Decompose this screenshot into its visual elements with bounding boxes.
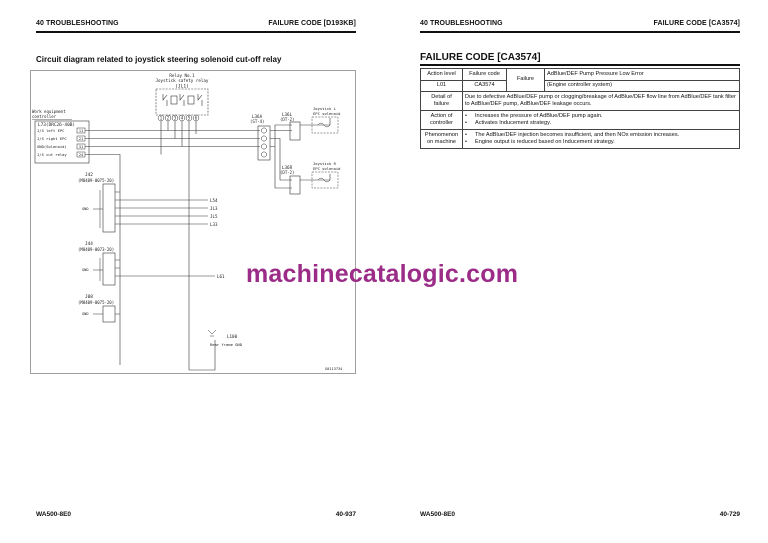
- failure-name: AdBlue/DEF Pump Pressure Low Error: [545, 69, 740, 81]
- joystick-right-label-1: Joystick R: [313, 161, 336, 166]
- controller-signal-left-epc: J/S left EPC: [37, 128, 65, 133]
- controller-title-1: Work equipment: [32, 109, 66, 114]
- j42-label: J42: [85, 173, 93, 178]
- left-footer-model: WA500-8E0: [36, 511, 72, 518]
- l36l-box: [290, 122, 300, 140]
- controller-signal-cut-relay: J/S cut relay: [37, 152, 67, 157]
- controller-pins: [77, 128, 85, 157]
- controller-title-2: controller: [32, 114, 57, 119]
- svg-text:21: 21: [78, 137, 84, 141]
- l36a-sub: (ST-4): [250, 119, 265, 124]
- detail-label: Detail of failure: [421, 92, 463, 111]
- table-row: [421, 80, 740, 92]
- relay-pin-1: 1: [159, 115, 163, 121]
- action-level-value: L01: [421, 80, 463, 92]
- relay-box: [156, 89, 208, 115]
- relay-connector: (JL1): [175, 84, 189, 90]
- j08-gnd: GND: [82, 312, 89, 316]
- action-level-label: Action level: [421, 69, 463, 81]
- watermark: machinecatalogic.com: [246, 260, 519, 288]
- list-item: • Engine output is reduced based on Inducement strategy.: [465, 139, 615, 146]
- phenomenon-cell: [463, 130, 740, 149]
- l36l-label: L36L: [282, 112, 293, 117]
- j44-gnd: GND: [82, 268, 89, 272]
- list-item: • Activates Inducement strategy.: [465, 120, 552, 127]
- circuit-diagram: [30, 70, 356, 374]
- j44-box: [103, 253, 115, 285]
- left-header-failure-code: FAILURE CODE [D193KB]: [268, 20, 356, 27]
- bullet-icon: •: [465, 112, 467, 119]
- j08-label: J08: [85, 295, 93, 300]
- list-item: • Increases the pressure of AdBlue/DEF pump again.: [465, 112, 603, 119]
- svg-text:24: 24: [78, 153, 84, 157]
- j42-sub: (M8409-0075-20): [78, 178, 115, 183]
- bullet-icon: •: [465, 120, 467, 127]
- joystick-right-label-2: EPC solenoid: [313, 166, 341, 171]
- left-header-section: 40 TROUBLESHOOTING: [36, 20, 119, 27]
- table-row: [421, 92, 740, 111]
- svg-text:11: 11: [78, 129, 84, 133]
- failure-code-rule: [420, 64, 740, 66]
- left-header-rule: [36, 31, 356, 33]
- right-footer-model: WA500-8E0: [420, 511, 456, 518]
- list-item: • The AdBlue/DEF injection becomes insufficient, and then NOx emission increases.: [465, 131, 680, 138]
- action-of-controller-cell: [463, 111, 740, 130]
- j42-gnd: GND: [82, 207, 89, 211]
- j42-box: [103, 184, 115, 232]
- action-of-controller-label: Action of controller: [421, 111, 463, 130]
- figure-code: G0113734: [325, 367, 343, 371]
- phenomenon-label: Phenomenon on machine: [421, 130, 463, 149]
- relay-pins: [158, 115, 199, 121]
- failure-code-label: Failure code: [463, 69, 507, 81]
- table-row: [421, 111, 740, 130]
- relay-pin-4: 4: [180, 115, 184, 121]
- controller-signal-right-epc: J/S right EPC: [37, 136, 67, 141]
- frame-ground-label: L100: [227, 334, 238, 339]
- table-row: [421, 69, 740, 81]
- relay-pin-6: 6: [194, 115, 198, 121]
- j08-sub: (M8409-0075-20): [78, 300, 115, 305]
- relay-title-1: Relay No.1: [169, 73, 195, 78]
- failure-code-value: CA3574: [463, 80, 507, 92]
- l36r-label: L36R: [282, 165, 293, 170]
- failure-system: (Engine controller system): [545, 80, 740, 92]
- relay-pin-5: 5: [187, 115, 191, 121]
- right-header-failure-code: FAILURE CODE [CA3574]: [653, 20, 740, 27]
- dest-l61: L61: [217, 274, 225, 279]
- dest-jl3: JL3: [210, 206, 218, 211]
- table-row: [421, 130, 740, 149]
- j08-box: [103, 306, 115, 322]
- j44-label: J44: [85, 242, 93, 247]
- bullet-icon: •: [465, 131, 467, 138]
- svg-text:31: 31: [78, 145, 84, 149]
- l36r-box: [290, 176, 300, 194]
- right-header-section: 40 TROUBLESHOOTING: [420, 20, 503, 27]
- detail-text: Due to defective AdBlue/DEF pump or clogging/breakage of AdBlue/DEF flow line from AdBlue/DEF tank filter to AdBlue/DEF pump, AdBlue/DEF leakage occurs.: [463, 92, 740, 111]
- bullet-icon: •: [465, 139, 467, 146]
- relay-pin-2: 2: [166, 115, 170, 121]
- l36a-label: L36A: [252, 114, 263, 119]
- joystick-left-label-2: EPC solenoid: [313, 111, 341, 116]
- controller-signal-gnd: GND(Solenoid): [37, 144, 67, 149]
- controller-signals: [37, 128, 67, 157]
- frame-ground-sub: Rear frame GND: [210, 342, 243, 347]
- dest-l54: L54: [210, 198, 218, 203]
- diagram-frame: [31, 71, 356, 374]
- relay-title-2: Joystick safety relay: [155, 78, 209, 83]
- l36r-sub: (DT-2): [280, 170, 295, 175]
- joystick-left-label-1: Joystick L: [313, 106, 336, 111]
- dest-jl5: JL5: [210, 214, 218, 219]
- failure-label: Failure: [507, 69, 545, 92]
- l36l-sub: (DT-2): [280, 117, 295, 122]
- failure-code-table: [420, 68, 740, 149]
- left-footer-page: 40-937: [335, 511, 356, 518]
- right-footer-page: 40-729: [719, 511, 740, 518]
- circuit-diagram-title: Circuit diagram related to joystick steering solenoid cut-off relay: [36, 55, 282, 64]
- relay-contacts: [163, 94, 202, 106]
- relay-pin-3: 3: [173, 115, 177, 121]
- dest-l33: L33: [210, 222, 218, 227]
- controller-connector: L73(DRC26-40B): [38, 123, 76, 128]
- failure-code-title: FAILURE CODE [CA3574]: [420, 52, 541, 63]
- j44-sub: (M8409-0073-20): [78, 247, 115, 252]
- right-header-rule: [420, 31, 740, 33]
